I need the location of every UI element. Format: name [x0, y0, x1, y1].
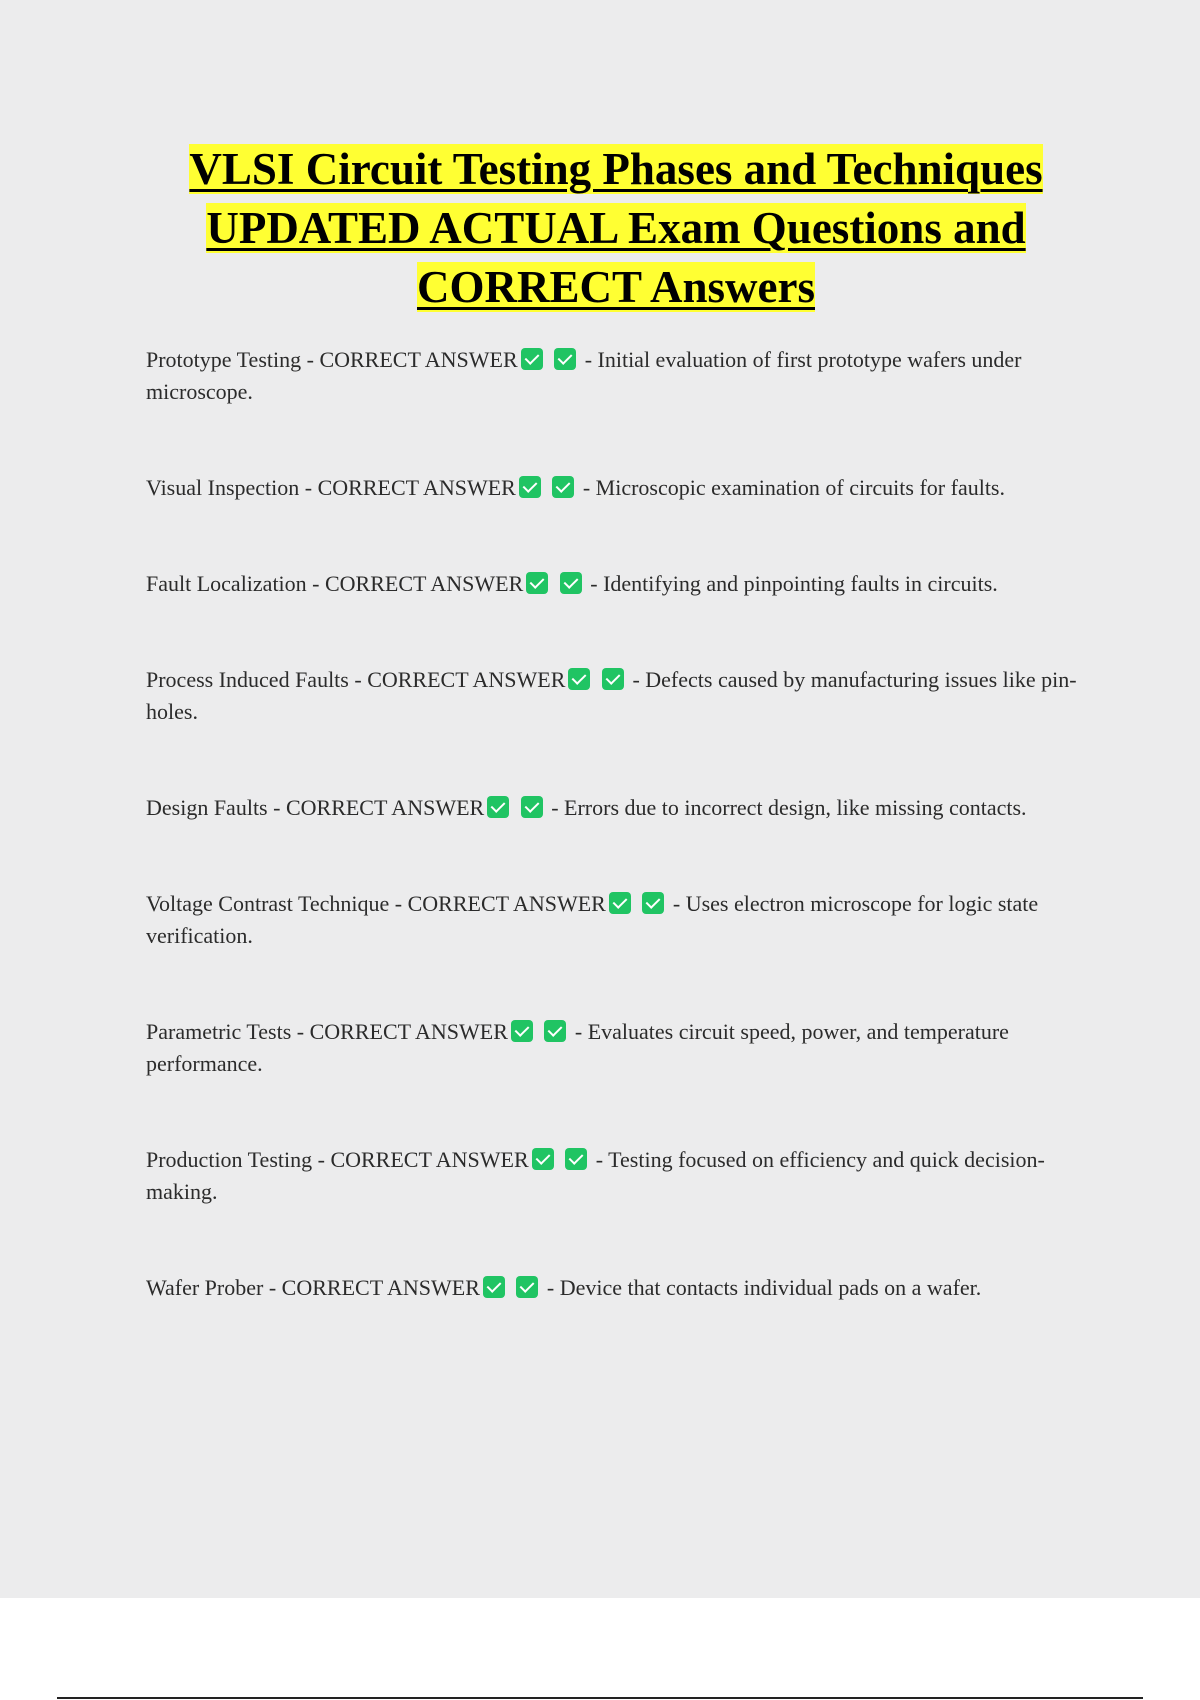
answer-marker: CORRECT ANSWER: [285, 795, 485, 820]
qa-term: Voltage Contrast Technique: [146, 891, 390, 916]
answer-marker: CORRECT ANSWER: [317, 475, 516, 500]
answer-marker: CORRECT ANSWER: [325, 571, 524, 596]
check-mark-button-icon: [521, 796, 543, 818]
check-mark-button-icon: [511, 1020, 533, 1042]
qa-definition: Device that contacts individual pads on a wafer.: [559, 1275, 982, 1300]
title-line-2: UPDATED ACTUAL Exam Questions and: [206, 203, 1026, 253]
check-mark-button-icon: [565, 1148, 587, 1170]
qa-definition: Evaluates circuit speed, power, and temperature performance.: [146, 1019, 1009, 1076]
qa-term: Design Faults: [146, 795, 268, 820]
qa-item: Parametric Tests - CORRECT ANSWER - Evaluates circuit speed, power, and temperature performance.: [146, 1019, 1009, 1076]
qa-item: Visual Inspection - CORRECT ANSWER - Microscopic examination of circuits for faults.: [146, 475, 1005, 500]
answer-marker: CORRECT ANSWER: [281, 1275, 480, 1300]
answer-marker: CORRECT ANSWER: [367, 667, 566, 692]
qa-term: Wafer Prober: [146, 1275, 264, 1300]
answer-marker: CORRECT ANSWER: [330, 1147, 529, 1172]
check-mark-button-icon: [516, 1276, 538, 1298]
qa-definition: Errors due to incorrect design, like missing contacts.: [564, 795, 1027, 820]
check-mark-button-icon: [642, 892, 664, 914]
qa-item: Prototype Testing - CORRECT ANSWER - Initial evaluation of first prototype wafers under microscope.: [146, 347, 1022, 404]
qa-term: Fault Localization: [146, 571, 307, 596]
qa-term: Parametric Tests: [146, 1019, 292, 1044]
answer-marker: CORRECT ANSWER: [309, 1019, 508, 1044]
qa-definition: Defects caused by manufacturing issues like pin-holes.: [146, 667, 1077, 724]
check-mark-button-icon: [554, 348, 576, 370]
check-mark-button-icon: [560, 572, 582, 594]
qa-item: Design Faults - CORRECT ANSWER - Errors due to incorrect design, like missing contacts.: [146, 795, 1027, 820]
qa-item: Wafer Prober - CORRECT ANSWER - Device that contacts individual pads on a wafer.: [146, 1275, 982, 1300]
check-mark-button-icon: [519, 476, 541, 498]
document-title: [120, 140, 1112, 317]
check-mark-button-icon: [526, 572, 548, 594]
qa-term: Visual Inspection: [146, 475, 300, 500]
qa-list: [146, 344, 1096, 1368]
qa-term: Production Testing: [146, 1147, 313, 1172]
qa-term: Prototype Testing: [146, 347, 302, 372]
title-line-1: VLSI Circuit Testing Phases and Techniques: [189, 144, 1043, 194]
title-line-3: CORRECT Answers: [417, 262, 815, 312]
qa-definition: Testing focused on efficiency and quick decision-making.: [146, 1147, 1045, 1204]
qa-item: Process Induced Faults - CORRECT ANSWER - Defects caused by manufacturing issues like pin-holes.: [146, 667, 1077, 724]
check-mark-button-icon: [568, 668, 590, 690]
qa-definition: Uses electron microscope for logic state verification.: [146, 891, 1039, 948]
check-mark-button-icon: [552, 476, 574, 498]
qa-definition: Microscopic examination of circuits for faults.: [595, 475, 1005, 500]
answer-marker: CORRECT ANSWER: [319, 347, 518, 372]
check-mark-button-icon: [602, 668, 624, 690]
check-mark-button-icon: [483, 1276, 505, 1298]
qa-item: Voltage Contrast Technique - CORRECT ANSWER - Uses electron microscope for logic state verification.: [146, 891, 1039, 948]
check-mark-button-icon: [544, 1020, 566, 1042]
qa-term: Process Induced Faults: [146, 667, 349, 692]
qa-item: Production Testing - CORRECT ANSWER - Testing focused on efficiency and quick decision-making.: [146, 1147, 1045, 1204]
answer-marker: CORRECT ANSWER: [407, 891, 606, 916]
qa-item: Fault Localization - CORRECT ANSWER - Identifying and pinpointing faults in circuits.: [146, 571, 998, 596]
check-mark-button-icon: [609, 892, 631, 914]
check-mark-button-icon: [532, 1148, 554, 1170]
check-mark-button-icon: [521, 348, 543, 370]
footer-divider: [57, 1697, 1143, 1699]
qa-definition: Identifying and pinpointing faults in circuits.: [603, 571, 998, 596]
qa-definition: Initial evaluation of first prototype wafers under microscope.: [146, 347, 1022, 404]
check-mark-button-icon: [487, 796, 509, 818]
